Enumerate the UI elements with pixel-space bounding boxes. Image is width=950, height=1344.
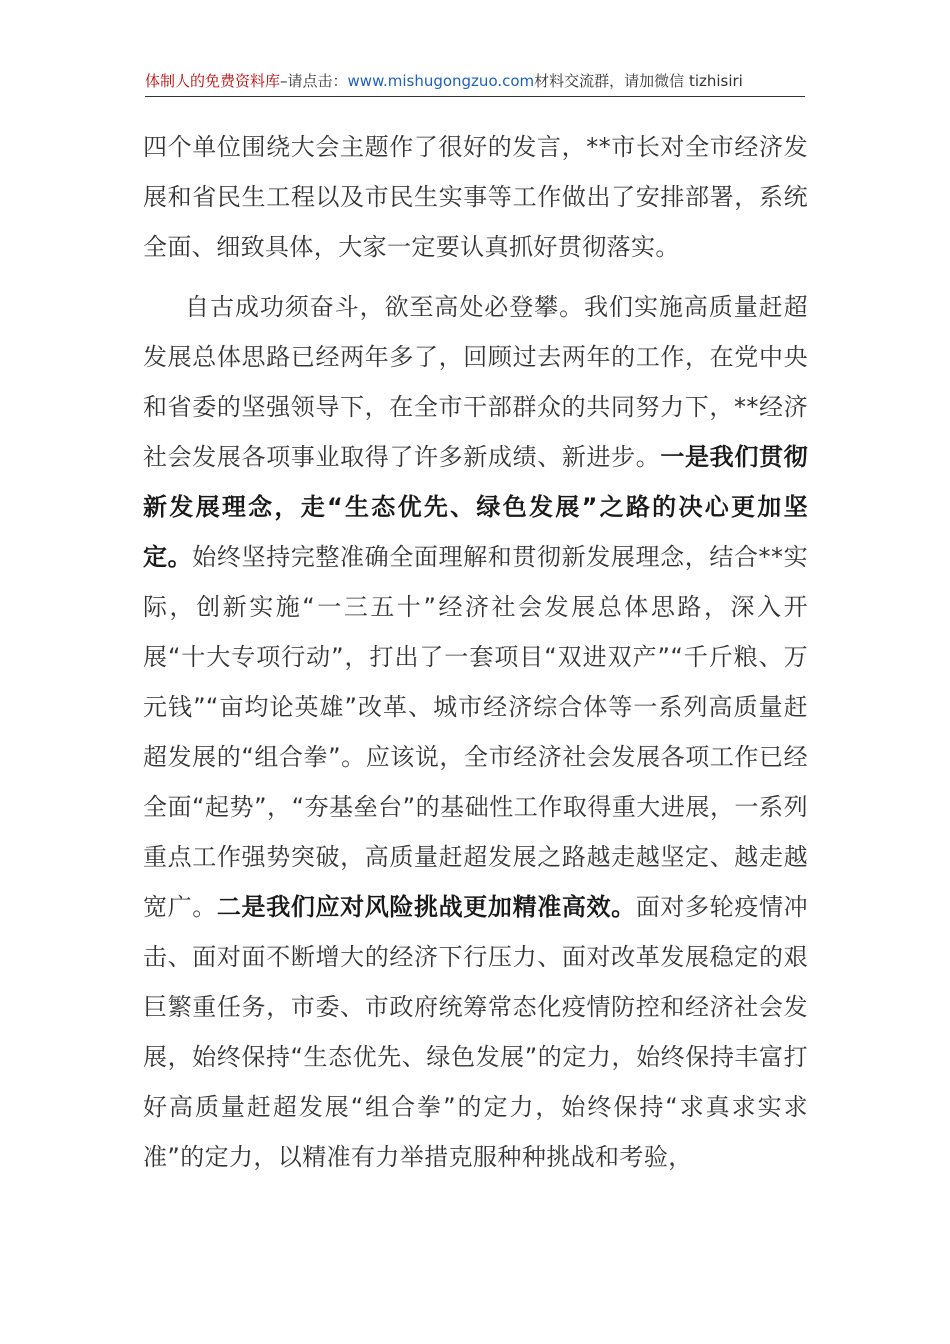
paragraph-text: 四个单位围绕大会主题作了很好的发言，**市长对全市经济发展和省民生工程以及市民生实事等工作做出了安排部署，系统全面、细致具体，大家一定要认真抓好贯彻落实。 bbox=[143, 133, 808, 261]
header-prompt: –请点击： bbox=[280, 72, 348, 90]
paragraph bbox=[143, 122, 808, 272]
header-contact: 材料交流群，请加微信 tizhisiri bbox=[534, 72, 743, 90]
header-url-link[interactable]: www.mishugongzuo.com bbox=[347, 72, 535, 90]
paragraph-text: 始终坚持完整准确全面理解和贯彻新发展理念，结合**实际，创新实施“一三五十”经济社会发展总体思路，深入开展“十大专项行动”，打出了一套项目“双进双产”“千斤粮、万元钱”“亩均论英雄”改革、城市经济综合体等一系列高质量赶超发展的“组合拳”。应该说，全市经济社会发展各项工作已经全面“起势”，“夯基垒台”的基础性工作取得重大进展，一系列重点工作强势突破，高质量赶超发展之路越走越坚定、越走越宽广。 bbox=[143, 543, 808, 921]
header-site-name: 体制人的免费资料库 bbox=[145, 72, 281, 90]
paragraph-text: 自古成功须奋斗，欲至高处必登攀。我们实施高质量赶超发展总体思路已经两年多了，回顾过去两年的工作，在党中央和省委的坚强领导下，在全市干部群众的共同努力下，**经济社会发展各项事业取得了许多新成绩、新进步。 bbox=[143, 293, 808, 471]
paragraph-text: 面对多轮疫情冲击、面对面不断增大的经济下行压力、面对改革发展稳定的艰巨繁重任务，市委、市政府统筹常态化疫情防控和经济社会发展，始终保持“生态优先、绿色发展”的定力，始终保持丰富打好高质量赶超发展“组合拳”的定力，始终保持“求真求实求准”的定力，以精准有力举措克服种种挑战和考验， bbox=[143, 893, 808, 1171]
bold-heading-text: 一是我们贯彻新发展理念，走“生态优先、绿色发展”之路的决心更加坚定。 bbox=[143, 443, 808, 571]
document-body bbox=[143, 122, 808, 1182]
page-header bbox=[145, 70, 805, 97]
paragraph bbox=[143, 282, 808, 1182]
bold-heading-text: 二是我们应对风险挑战更加精准高效。 bbox=[216, 893, 636, 921]
